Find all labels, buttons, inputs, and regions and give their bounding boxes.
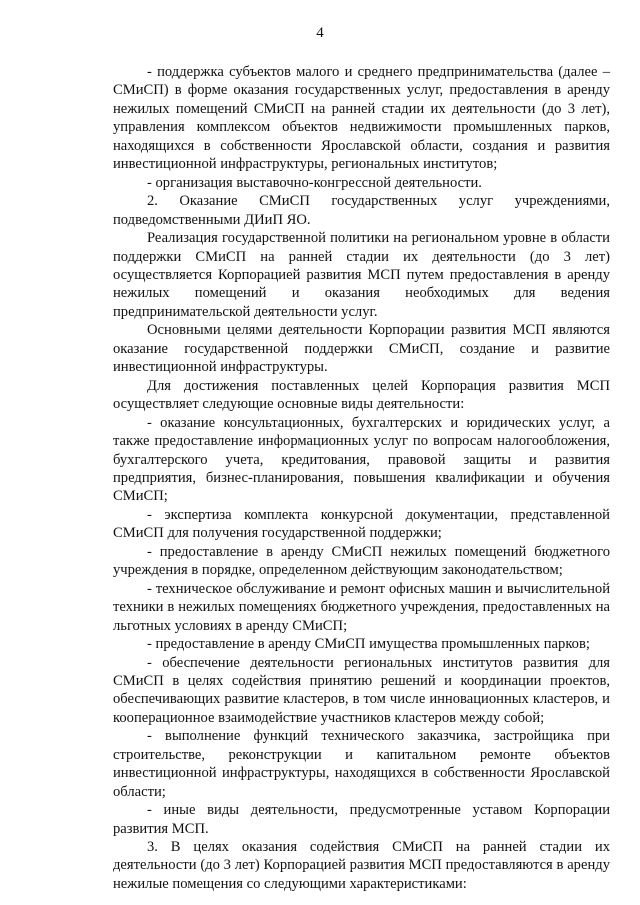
paragraph-10: - техническое обслуживание и ремонт офисных машин и вычислительной техники в нежилых помещениях бюджетного учреждения, предоставленных на льготных условиях в аренду СМиСП; xyxy=(113,580,610,634)
paragraph-12: - обеспечение деятельности региональных институтов развития для СМиСП в целях содействия принятию решений и координации проектов, обеспечивающих развитие кластеров, в том числе инновационных кластеров, и кооперационное взаимодействие участников кластеров между собой; xyxy=(113,654,610,726)
paragraph-11: - предоставление в аренду СМиСП имущества промышленных парков; xyxy=(147,636,590,653)
document-body xyxy=(113,63,610,893)
paragraph-14: - иные виды деятельности, предусмотренные уставом Корпорации развития МСП. xyxy=(113,802,610,837)
page-number: 4 xyxy=(316,25,324,41)
paragraph-5: Основными целями деятельности Корпорации развития МСП являются оказание государственной поддержки СМиСП, создание и развитие инвестиционной инфраструктуры. xyxy=(113,322,610,376)
paragraph-9: - предоставление в аренду СМиСП нежилых помещений бюджетного учреждения в порядке, определенном действующим законодательством; xyxy=(113,543,610,579)
paragraph-4: Реализация государственной политики на региональном уровне в области поддержки СМиСП на ранней стадии их деятельности (до 3 лет) осуществляется Корпорацией развития МСП путем предоставления в аренду нежилых помещений и оказания необходимых для ведения предпринимательской деятельности услуг. xyxy=(113,230,610,320)
paragraph-2: - организация выставочно-конгрессной деятельности. xyxy=(147,174,482,191)
paragraph-7: - оказание консультационных, бухгалтерских и юридических услуг, а также предоставление информационных услуг по вопросам налогообложения, бухгалтерского учета, кредитования, правовой защиты и развития предприятия, бизнес-планирования, повышения квалификации и обучения СМиСП; xyxy=(113,414,610,505)
paragraph-6: Для достижения поставленных целей Корпорация развития МСП осуществляет следующие основные виды деятельности: xyxy=(113,377,610,413)
paragraph-15: 3. В целях оказания содействия СМиСП на ранней стадии их деятельности (до 3 лет) Корпорацией развития МСП предоставляются в аренду нежилые помещения со следующими характеристиками: xyxy=(113,839,610,892)
paragraph-3: 2. Оказание СМиСП государственных услуг учреждениями, подведомственными ДИиП ЯО. xyxy=(113,193,610,228)
paragraph-8: - экспертиза комплекта конкурсной документации, представленной СМиСП для получения государственной поддержки; xyxy=(113,506,610,542)
paragraph-1: - поддержка субъектов малого и среднего предпринимательства (далее – СМиСП) в форме оказания государственных услуг, предоставления в аренду нежилых помещений СМиСП на ранней стадии их деятельности (до 3 лет), управления комплексом объектов недвижимости промышленных парков, находящихся в собственности Ярославской области, создания и развития инвестиционной инфраструктуры, региональных институтов; xyxy=(113,64,610,173)
paragraph-13: - выполнение функций технического заказчика, застройщика при строительстве, реконструкции и капитальном ремонте объектов инвестиционной инфраструктуры, находящихся в собственности Ярославской области; xyxy=(113,728,610,800)
